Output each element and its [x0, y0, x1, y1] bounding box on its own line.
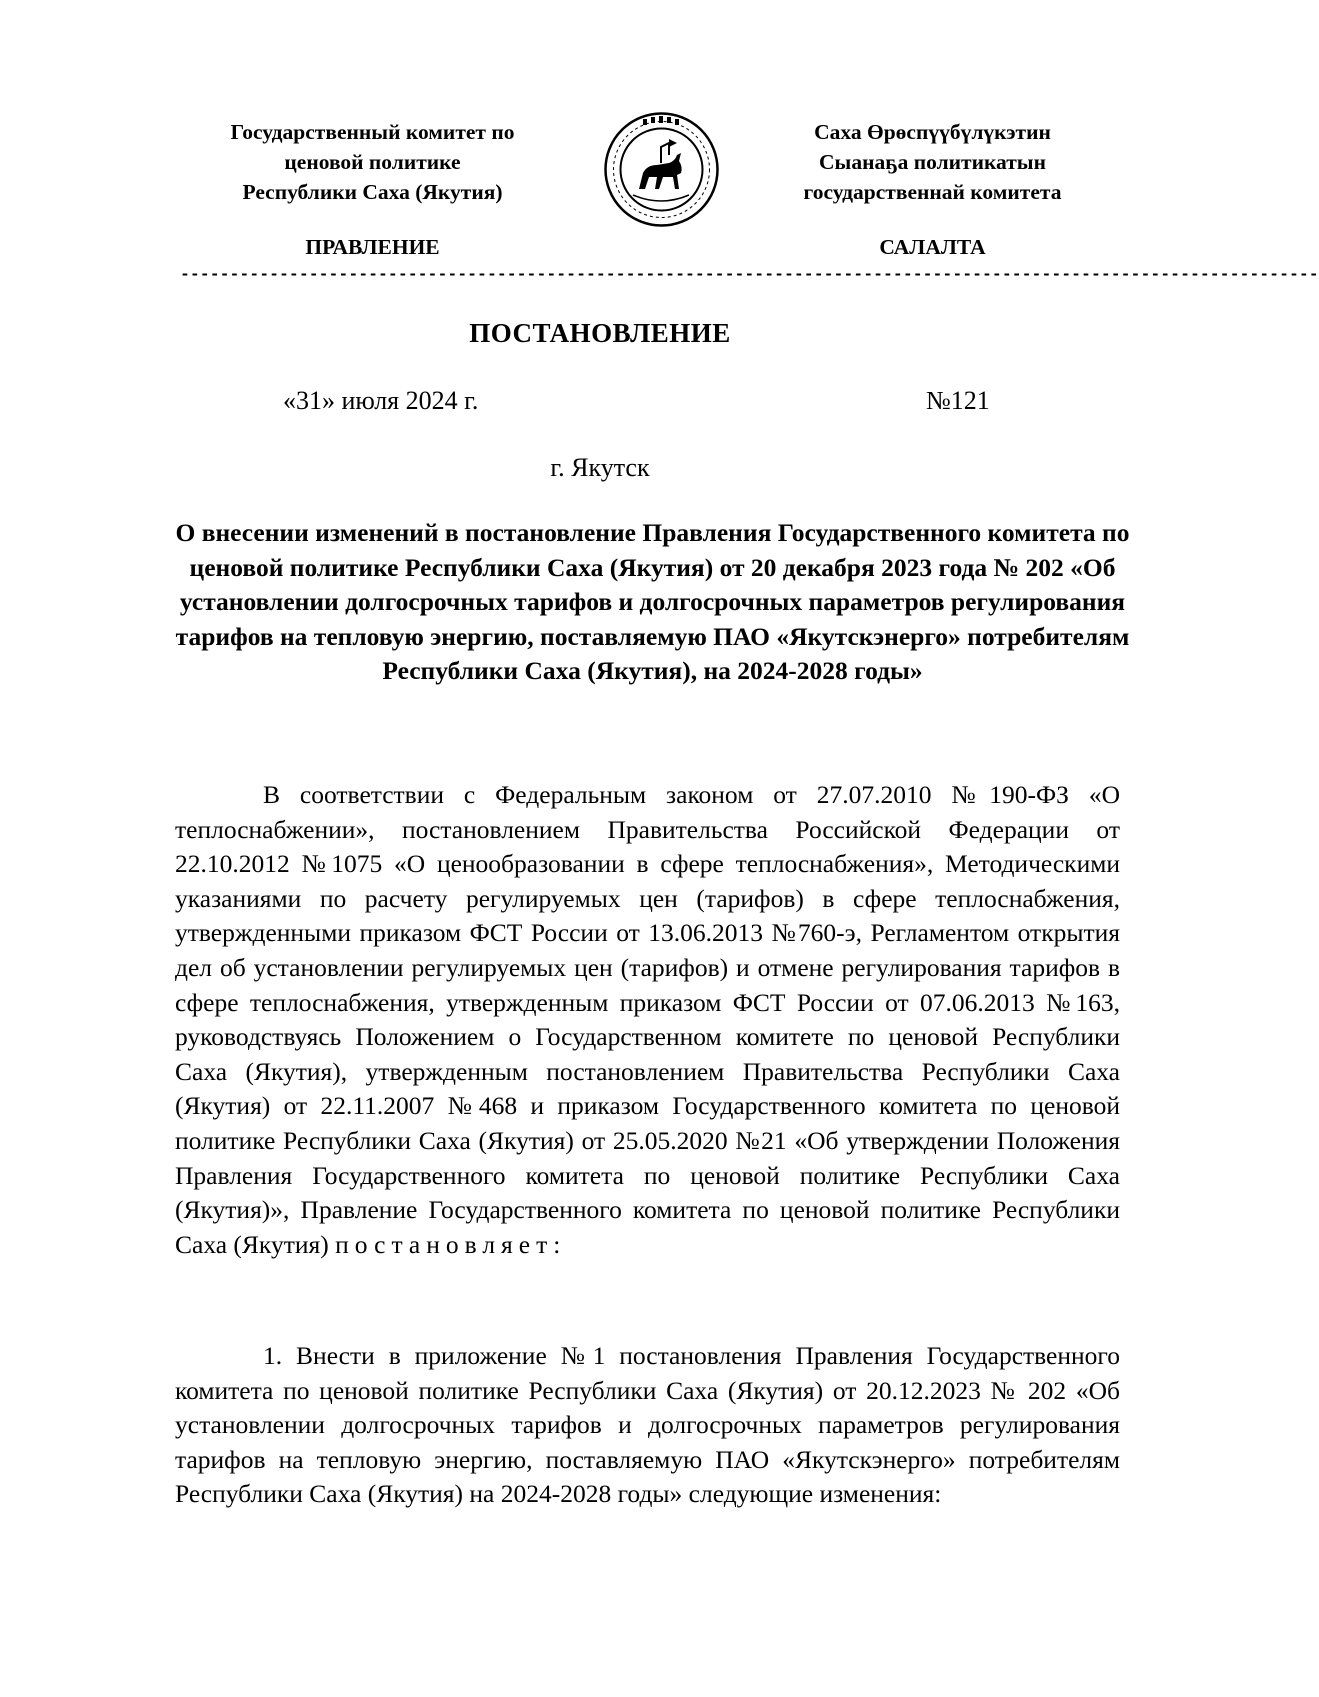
decree-word: постановляет: [335, 1229, 567, 1259]
document-type: ПОСТАНОВЛЕНИЕ [469, 318, 731, 348]
department-right: САЛАЛТА [879, 235, 986, 259]
preamble-text: В соответствии с Федеральным законом от 27.07.2010 №190-ФЗ «О теплоснабжении», постановлением Правительства Российской Федерации от 22.10.2012 №1075 «О ценообразовании в сфере теплоснабжения», Методическими указаниями по расчету регулируемых цен (тарифов) в сфере теплоснабжения, утвержденными приказом ФСТ России от 13.06.2013 №760-э, Регламентом открытия дел об установлении регулируемых цен (тарифов) и отмене регулирования тарифов в сфере теплоснабжения, утвержденным приказом ФСТ России от 07.06.2013 №163, руководствуясь Положением о Государственном комитете по ценовой Республики Саха (Якутия), утвержденным постановлением Правительства Республики Саха (Якутия) от 22.11.2007 №468 и приказом Государственного комитета по ценовой политике Республики Саха (Якутия) от 25.05.2020 №21 «Об утверждении Положения Правления Государственного комитета по ценовой политике Республики Саха (Якутия)», Правление Государственного комитета по ценовой политике Республики Саха (Якутия) [175, 780, 1120, 1259]
org-name-left-line-2: ценовой политике [284, 150, 461, 174]
document-city: г. Якутск [550, 453, 650, 482]
org-name-right [760, 117, 1105, 207]
org-name-right-line-1: Саха Өрөспүүбүлүкэтин [814, 120, 1051, 144]
org-name-right-line-2: Сыанаҕа политикатын [819, 150, 1046, 174]
header-divider: ------------------------------------------------------------------------------------------------------------------- [180, 265, 1319, 284]
body-paragraph-preamble [175, 778, 1120, 1262]
org-name-left-line-3: Республики Саха (Якутия) [242, 180, 503, 204]
org-name-left [195, 117, 550, 207]
coat-of-arms-emblem-icon [603, 111, 720, 228]
department-left: ПРАВЛЕНИЕ [305, 235, 440, 259]
document-number: №121 [926, 386, 990, 415]
body-paragraph-item-1: 1. Внести в приложение №1 постановления Правления Государственного комитета по ценовой политике Республики Саха (Якутия) от 20.12.2023 № 202 «Об установлении долгосрочных тарифов и долгосрочных параметров регулирования тарифов на тепловую энергию, поставляемую ПАО «Якутскэнерго» потребителям Республики Саха (Якутия) на 2024-2028 годы» следующие изменения: [175, 1341, 1120, 1509]
document-title: О внесении изменений в постановление Правления Государственного комитета по ценовой политике Республики Саха (Якутия) от 20 декабря 2023 года № 202 «Об установлении долгосрочных тарифов и долгосрочных параметров регулирования тарифов на тепловую энергию, поставляемую ПАО «Якутскэнерго» потребителям Республики Саха (Якутия), на 2024-2028 годы» [175, 518, 1130, 685]
document-date: «31» июля 2024 г. [283, 386, 479, 415]
org-name-right-line-3: государственнай комитета [803, 180, 1062, 204]
org-name-left-line-1: Государственный комитет по [230, 120, 515, 144]
